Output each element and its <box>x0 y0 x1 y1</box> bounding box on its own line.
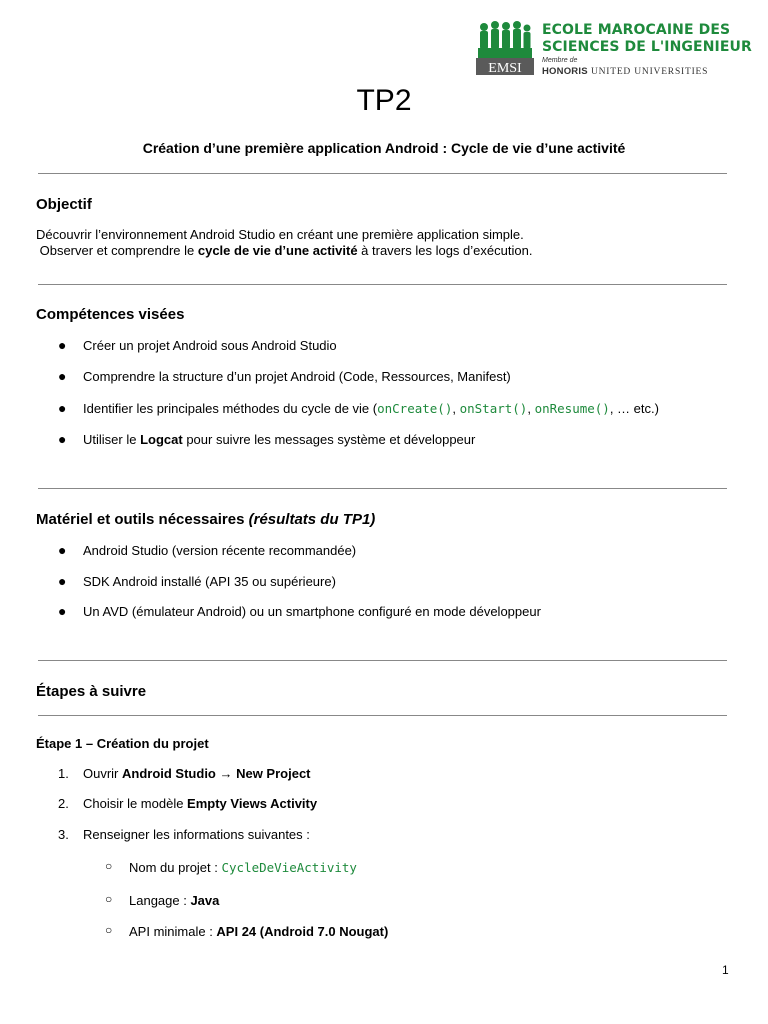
emsi-logo-text: EMSI <box>488 61 522 76</box>
emsi-logo-icon <box>474 20 534 76</box>
section-heading-objectif: Objectif <box>36 196 92 213</box>
divider <box>38 173 727 174</box>
section-heading-competences: Compétences visées <box>36 306 185 323</box>
divider <box>38 660 727 661</box>
logo-honoris-text: HONORIS UNITED UNIVERSITIES <box>542 66 709 77</box>
section-heading-materiel: Matériel et outils nécessaires (résultats du TP1) <box>36 511 376 528</box>
page-number: 1 <box>722 963 729 977</box>
objectif-line-1: Découvrir l’environnement Android Studio en créant une première application simple. <box>36 227 524 242</box>
logo-line-2: SCIENCES DE L'INGENIEUR <box>542 39 752 55</box>
page-subtitle: Création d’une première application Android : Cycle de vie d’une activité <box>142 140 626 156</box>
objectif-line-2: Observer et comprendre le cycle de vie d’une activité à travers les logs d’exécution. <box>36 243 533 258</box>
divider <box>38 488 727 489</box>
step-1-title: Étape 1 – Création du projet <box>36 736 209 751</box>
code-project-name: CycleDeVieActivity <box>221 860 357 875</box>
logo-member-text: Membre de <box>542 57 578 64</box>
divider <box>38 715 727 716</box>
section-heading-etapes: Étapes à suivre <box>36 683 147 700</box>
code-onresume: onResume() <box>534 401 610 416</box>
school-logo <box>474 20 752 80</box>
page-title: TP2 <box>356 84 412 117</box>
code-oncreate: onCreate() <box>377 401 453 416</box>
code-onstart: onStart() <box>459 401 528 416</box>
logo-line-1: ECOLE MAROCAINE DES <box>542 22 731 38</box>
divider <box>38 284 727 285</box>
